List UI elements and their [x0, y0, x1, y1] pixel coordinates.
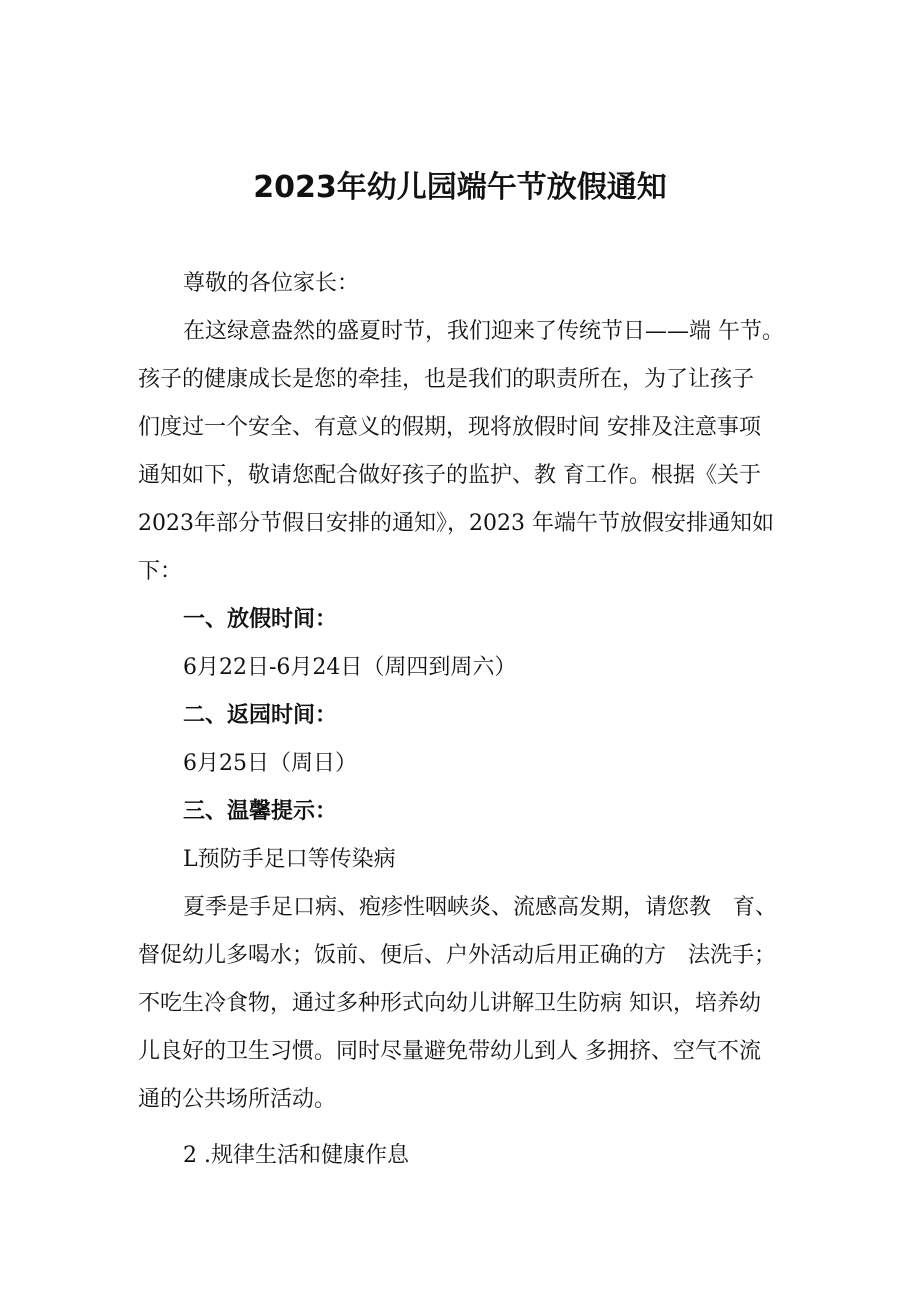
tip-1-line: 不吃生冷食物，通过多种形式向幼儿讲解卫生防病 知识，培养幼 [138, 991, 761, 1016]
intro-line: 2023年部分节假日安排的通知》，2023 年端午节放假安排通知如 [138, 511, 774, 536]
document-body [138, 260, 798, 1180]
intro-line: 通知如下，敬请您配合做好孩子的监护、教 育工作。根据《关于 [138, 463, 761, 488]
tip-1-line: 儿良好的卫生习惯。同时尽量避免带幼儿到人 多拥挤、空气不流 [138, 1039, 761, 1064]
document-title: 2023年幼儿园端午节放假通知 [253, 170, 667, 205]
tip-1-title: L预防手足口等传染病 [183, 847, 396, 872]
intro-paragraph [138, 308, 798, 596]
tip-1-line: 通的公共场所活动。 [138, 1087, 337, 1112]
intro-line: 们度过一个安全、有意义的假期，现将放假时间 安排及注意事项 [138, 415, 761, 440]
tip-1-line: 督促幼儿多喝水；饭前、便后、户外活动后用正确的方 法洗手； [138, 943, 777, 968]
spacer [138, 1124, 798, 1132]
salutation: 尊敬的各位家长： [183, 271, 360, 296]
return-time-text: 6月25日（周日） [183, 751, 357, 776]
holiday-time-text: 6月22日-6月24日（周四到周六） [183, 655, 517, 680]
tip-1-paragraph [138, 884, 798, 1124]
tip-2-title: 2 .规律生活和健康作息 [183, 1143, 409, 1168]
section-heading-holiday-time: 一、放假时间： [183, 607, 338, 632]
tip-1-line: 夏季是手足口病、疱疹性咽峡炎、流感高发期，请您教 育、 [183, 895, 778, 920]
section-heading-return-time: 二、返园时间： [183, 703, 338, 728]
intro-line: 孩子的健康成长是您的牵挂，也是我们的职责所在，为了让孩子 [138, 367, 755, 392]
intro-line: 在这绿意盎然的盛夏时节，我们迎来了传统节日——端 午节。 [183, 319, 784, 344]
intro-line: 下： [138, 559, 183, 584]
section-heading-tips: 三、温馨提示： [183, 799, 338, 824]
